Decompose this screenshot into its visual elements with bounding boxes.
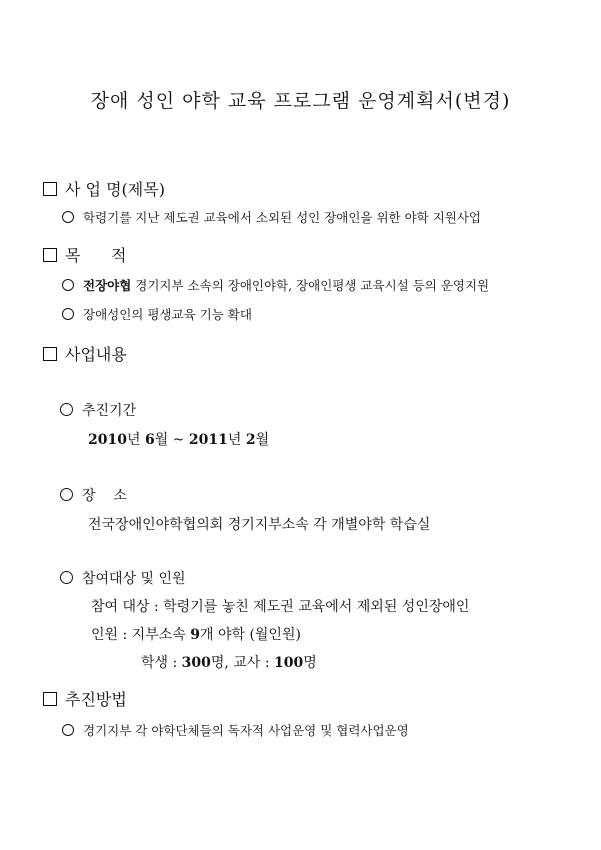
- section-business-name: [43, 177, 165, 200]
- target-line-2: 인원 : 지부소속 9개 야학 (월인원): [91, 627, 301, 643]
- item-text: 경기지부 소속의 장애인야학, 장애인평생 교육시설 등의 운영지원: [131, 278, 490, 293]
- circle-bullet-icon: [62, 724, 74, 736]
- place-value: 전국장애인야학협의회 경기지부소속 각 개별야학 학습실: [88, 517, 431, 533]
- list-item: [62, 276, 489, 294]
- section-heading: 사 업 명(제목): [65, 180, 165, 199]
- checkbox-square-icon: [43, 692, 57, 706]
- sub-heading: 추진기간: [82, 403, 137, 419]
- circle-bullet-icon: [60, 571, 73, 584]
- checkbox-square-icon: [43, 347, 57, 361]
- item-text: 장애성인의 평생교육 기능 확대: [83, 307, 252, 322]
- sub-heading: 장 소: [82, 488, 127, 504]
- checkbox-square-icon: [43, 248, 57, 262]
- checkbox-square-icon: [43, 182, 57, 196]
- circle-bullet-icon: [62, 211, 74, 223]
- item-bold-text: 전장야협: [83, 278, 132, 293]
- sub-item-place: [60, 485, 127, 505]
- section-heading: 목 적: [65, 246, 127, 265]
- list-item: [62, 208, 481, 226]
- circle-bullet-icon: [60, 403, 73, 416]
- list-item: [62, 305, 252, 323]
- period-value: 2010년 6월 ~ 2011년 2월: [88, 432, 270, 448]
- section-purpose: [43, 243, 126, 266]
- list-item: [62, 721, 409, 739]
- sub-item-target: [60, 568, 186, 588]
- section-method: [43, 687, 127, 710]
- sub-heading: 참여대상 및 인원: [82, 571, 186, 587]
- item-text: 학령기를 지난 제도권 교육에서 소외된 성인 장애인을 위한 야학 지원사업: [83, 210, 482, 225]
- circle-bullet-icon: [62, 279, 74, 291]
- circle-bullet-icon: [60, 488, 73, 501]
- section-heading: 사업내용: [65, 345, 127, 364]
- sub-item-period: [60, 400, 136, 420]
- document-title: 장애 성인 야학 교육 프로그램 운영계획서(변경): [90, 90, 511, 112]
- section-heading: 추진방법: [65, 690, 127, 709]
- section-business-content: [43, 342, 127, 365]
- target-line-1: 참여 대상 : 학령기를 놓친 제도권 교육에서 제외된 성인장애인: [91, 599, 470, 615]
- item-text: 경기지부 각 야학단체들의 독자적 사업운영 및 협력사업운영: [83, 723, 409, 738]
- target-line-3: 학생 : 300명, 교사 : 100명: [141, 655, 317, 671]
- circle-bullet-icon: [62, 308, 74, 320]
